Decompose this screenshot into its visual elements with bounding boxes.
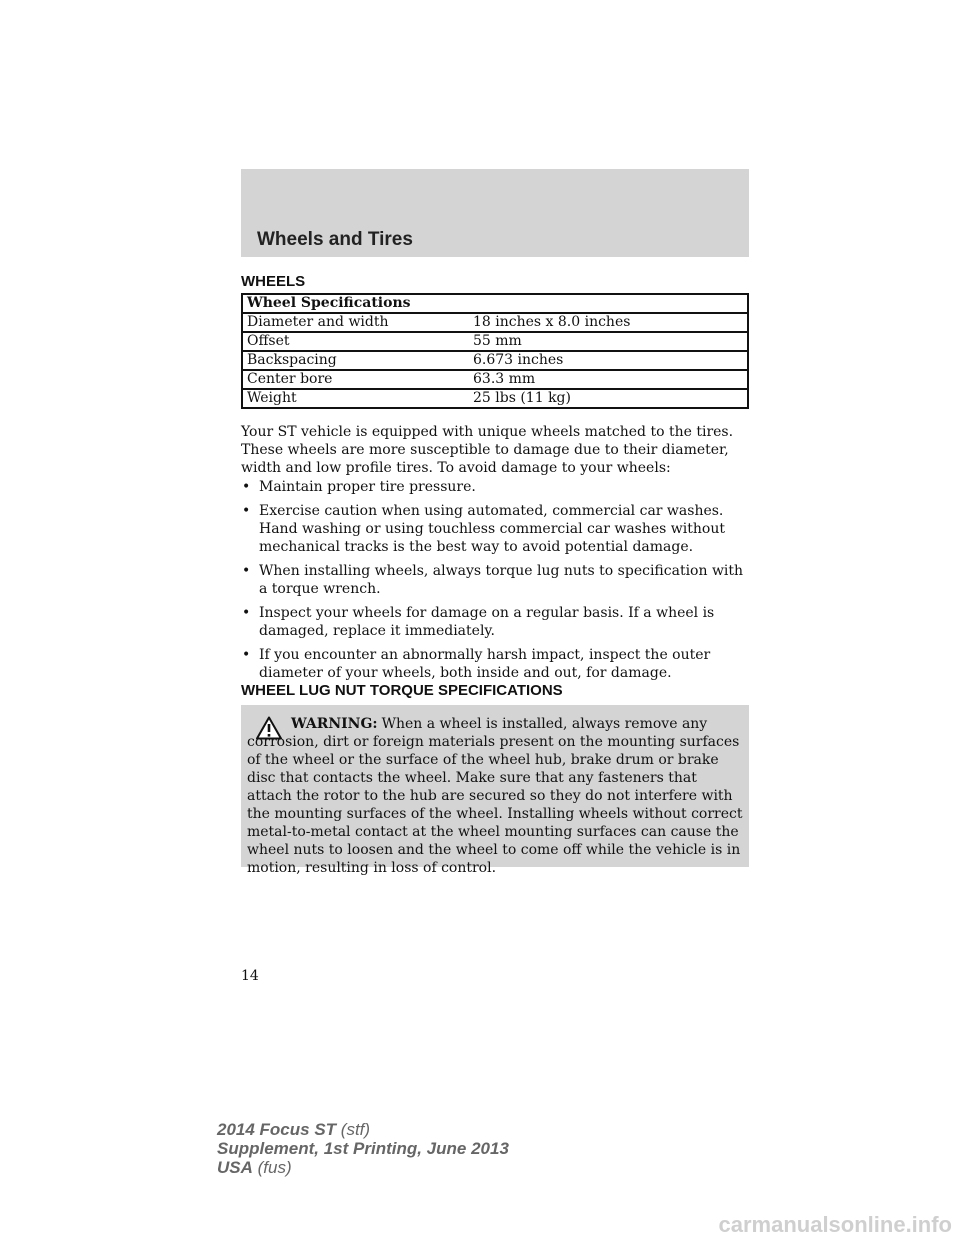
watermark: carmanualsonline.info bbox=[718, 1212, 952, 1237]
list-item bbox=[241, 478, 749, 496]
bullet-icon: • bbox=[242, 647, 251, 663]
intro-paragraph: Your ST vehicle is equipped with unique wheels matched to the tires. These wheels are more susceptible to damage due to their diameter, width and low profile tires. To avoid damage to your wheels: bbox=[241, 424, 734, 476]
warning-label: WARNING: bbox=[291, 716, 378, 732]
bullet-icon: • bbox=[242, 605, 251, 621]
spec-value: 18 inches x 8.0 inches bbox=[469, 313, 748, 332]
spec-value: 25 lbs (11 kg) bbox=[469, 389, 748, 408]
section-title: Wheels and Tires bbox=[257, 229, 413, 250]
list-item bbox=[241, 646, 749, 682]
spec-value: 63.3 mm bbox=[469, 370, 748, 389]
spec-value: 55 mm bbox=[469, 332, 748, 351]
footer-printing: Supplement, 1st Printing, June 2013 bbox=[217, 1139, 509, 1158]
wheels-heading: WHEELS bbox=[241, 273, 306, 290]
warning-box bbox=[241, 705, 749, 876]
table-row bbox=[242, 389, 748, 408]
wheel-care-list bbox=[241, 478, 749, 688]
bullet-icon: • bbox=[242, 479, 251, 495]
footer-model-code: (stf) bbox=[340, 1120, 371, 1139]
footer bbox=[217, 1120, 509, 1177]
wheel-spec-table bbox=[241, 293, 749, 409]
warning-text: When a wheel is installed, always remove any corrosion, dirt or foreign materials present on the mounting surfaces of the wheel or the surface of the wheel hub, brake drum or brake disc that contacts the wheel. Make sure that any fasteners that attach the rotor to the hub are secured so they do not interfere with the mounting surfaces of the wheel. Installing wheels without correct metal-to-metal contact at the wheel mounting surfaces can cause the wheel nuts to loosen and the wheel to come off while the vehicle is in motion, resulting in loss of control. bbox=[247, 716, 743, 876]
table-row bbox=[242, 332, 748, 351]
list-item bbox=[241, 502, 749, 556]
footer-market-code: (fus) bbox=[257, 1158, 292, 1177]
list-item-text: If you encounter an abnormally harsh impact, inspect the outer diameter of your wheels, both inside and out, for damage. bbox=[259, 647, 711, 681]
spec-label: Offset bbox=[242, 332, 469, 351]
warning-paragraph bbox=[247, 715, 745, 877]
list-item bbox=[241, 604, 749, 640]
list-item-text: Inspect your wheels for damage on a regular basis. If a wheel is damaged, replace it immediately. bbox=[259, 605, 715, 639]
table-row bbox=[242, 351, 748, 370]
spec-table-title-row bbox=[242, 294, 748, 313]
footer-market: USA bbox=[217, 1158, 253, 1177]
list-item bbox=[241, 562, 749, 598]
bullet-icon: • bbox=[242, 503, 251, 519]
table-row bbox=[242, 313, 748, 332]
spec-label: Center bore bbox=[242, 370, 469, 389]
spec-value: 6.673 inches bbox=[469, 351, 748, 370]
spec-table-title: Wheel Specifications bbox=[242, 294, 748, 313]
spec-label: Weight bbox=[242, 389, 469, 408]
list-item-text: Exercise caution when using automated, commercial car washes. Hand washing or using touchless commercial car washes without mechanical tracks is the best way to avoid potential damage. bbox=[259, 503, 725, 555]
footer-model: 2014 Focus ST bbox=[217, 1120, 337, 1139]
footer-line-3 bbox=[217, 1158, 509, 1177]
spec-label: Backspacing bbox=[242, 351, 469, 370]
list-item-text: When installing wheels, always torque lug nuts to specification with a torque wrench. bbox=[259, 563, 744, 597]
footer-line-1 bbox=[217, 1120, 509, 1139]
table-row bbox=[242, 370, 748, 389]
spec-label: Diameter and width bbox=[242, 313, 469, 332]
page-number: 14 bbox=[241, 968, 259, 984]
section-header-band bbox=[241, 169, 749, 257]
bullet-icon: • bbox=[242, 563, 251, 579]
list-item-text: Maintain proper tire pressure. bbox=[259, 479, 476, 495]
lug-nut-heading: WHEEL LUG NUT TORQUE SPECIFICATIONS bbox=[241, 682, 563, 699]
